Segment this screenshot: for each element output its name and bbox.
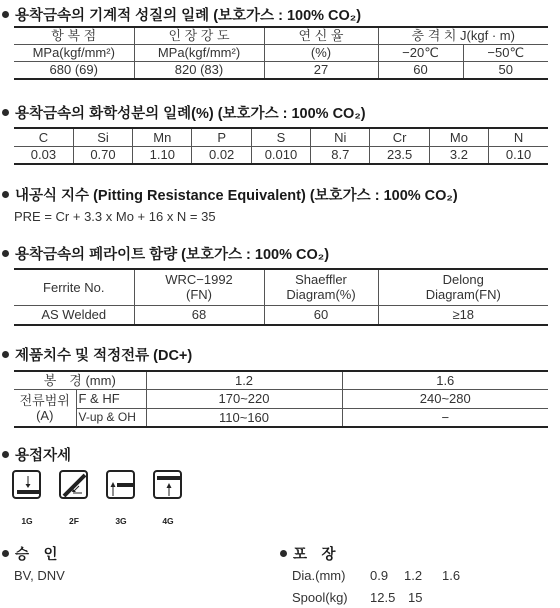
ferrite-table xyxy=(14,268,548,326)
chemical-table xyxy=(14,127,548,165)
packing-spool-value: 15 xyxy=(408,590,423,605)
bullet-icon xyxy=(2,11,9,18)
element-header: Mo xyxy=(429,128,488,146)
ferrite-title-text: 용착금속의 페라이트 함량 (보호가스 : 100% CO₂) xyxy=(15,247,330,263)
packing-spool-value: 12.5 xyxy=(370,590,396,605)
header-tensile: 인 장 강 도 xyxy=(134,27,264,44)
ferrite-header-wrc-a: WRC−1992 xyxy=(165,272,233,288)
table-cell: 110~160 xyxy=(146,408,342,427)
table-cell: 170~220 xyxy=(146,389,342,408)
ferrite-header-shaeffler xyxy=(264,269,378,305)
pitting-title xyxy=(2,184,458,205)
mechanical-title xyxy=(2,4,361,25)
bullet-icon xyxy=(2,550,9,557)
table-cell: 240~280 xyxy=(342,389,548,408)
range-label-a: 전류범위 xyxy=(19,392,70,408)
table-cell: 60 xyxy=(264,305,378,325)
table-cell: 27 xyxy=(264,61,378,79)
header-impact: 충 격 치 J(kgf · m) xyxy=(378,27,548,44)
dia-1: 1.2 xyxy=(146,371,342,389)
current-table xyxy=(14,370,548,428)
bullet-icon xyxy=(2,191,9,198)
dia-label: 봉 경 (mm) xyxy=(14,371,146,389)
table-cell: 1.10 xyxy=(133,146,192,164)
position-label: 2F xyxy=(69,516,79,526)
table-cell: 23.5 xyxy=(370,146,429,164)
packing-title-text: 포 장 xyxy=(293,547,336,563)
bullet-icon xyxy=(2,451,9,458)
packing-dia-value: 0.9 xyxy=(370,568,389,583)
ferrite-header-label: Ferrite No. xyxy=(14,269,134,305)
header-impact-t2: −50℃ xyxy=(463,44,548,61)
position-label: 1G xyxy=(21,516,33,526)
pos-vup: V-up & OH xyxy=(76,408,146,427)
header-elongation-unit: (%) xyxy=(264,44,378,61)
bullet-icon xyxy=(2,109,9,116)
table-cell: 68 xyxy=(134,305,264,325)
header-tensile-unit: MPa(kgf/mm²) xyxy=(134,44,264,61)
packing-dia-value: 1.6 xyxy=(442,568,461,583)
table-cell: 0.70 xyxy=(73,146,132,164)
table-cell: 0.10 xyxy=(489,146,548,164)
element-header: S xyxy=(251,128,310,146)
element-header: N xyxy=(489,128,548,146)
table-cell: 680 (69) xyxy=(14,61,134,79)
position-1g-icon xyxy=(12,470,41,499)
current-title-text: 제품치수 및 적정전류 (DC+) xyxy=(15,348,193,364)
table-cell: 50 xyxy=(463,61,548,79)
packing-dia-label: Dia.(mm) xyxy=(292,568,346,583)
position-3g-icon xyxy=(106,470,135,499)
table-cell: 0.010 xyxy=(251,146,310,164)
element-header: Cr xyxy=(370,128,429,146)
ferrite-header-shaeffler-b: Diagram(%) xyxy=(286,287,356,303)
ferrite-row-label: AS Welded xyxy=(14,305,134,325)
approval-value: BV, DNV xyxy=(14,568,65,583)
element-header: Ni xyxy=(311,128,370,146)
position-4g-icon xyxy=(153,470,182,499)
table-cell: 0.02 xyxy=(192,146,251,164)
table-cell: 3.2 xyxy=(429,146,488,164)
ferrite-title xyxy=(2,243,329,264)
dia-2: 1.6 xyxy=(342,371,548,389)
element-header: Si xyxy=(73,128,132,146)
bullet-icon xyxy=(280,550,287,557)
positions-title xyxy=(2,444,71,465)
ferrite-header-delong-a: Delong xyxy=(442,272,484,288)
ferrite-header-wrc-b: (FN) xyxy=(186,287,212,303)
chemical-title-text: 용착금속의 화학성분의 일례(%) (보호가스 : 100% CO₂) xyxy=(15,106,366,122)
header-elongation: 연 신 율 xyxy=(264,27,378,44)
packing-spool-label: Spool(kg) xyxy=(292,590,348,605)
element-header: C xyxy=(14,128,73,146)
bullet-icon xyxy=(2,250,9,257)
approval-title-text: 승 인 xyxy=(15,547,58,563)
range-label-b: (A) xyxy=(36,407,54,423)
element-header: P xyxy=(192,128,251,146)
table-cell: 60 xyxy=(378,61,463,79)
ferrite-header-delong xyxy=(378,269,548,305)
table-cell: 820 (83) xyxy=(134,61,264,79)
range-label xyxy=(14,389,76,427)
ferrite-header-wrc xyxy=(134,269,264,305)
chemical-title xyxy=(2,102,366,123)
packing-title xyxy=(280,543,336,564)
table-cell: − xyxy=(342,408,548,427)
bullet-icon xyxy=(2,351,9,358)
current-title xyxy=(2,344,192,365)
table-cell: 0.03 xyxy=(14,146,73,164)
header-impact-t1: −20℃ xyxy=(378,44,463,61)
positions-title-text: 용접자세 xyxy=(15,448,72,464)
element-header: Mn xyxy=(133,128,192,146)
pos-fhf: F & HF xyxy=(76,389,146,408)
ferrite-header-delong-b: Diagram(FN) xyxy=(425,287,501,303)
pitting-title-text: 내공식 지수 (Pitting Resistance Equivalent) (보호가스 : 100% CO₂) xyxy=(15,188,458,204)
position-label: 4G xyxy=(162,516,174,526)
approval-title xyxy=(2,543,58,564)
position-label: 3G xyxy=(115,516,127,526)
pre-formula: PRE = Cr + 3.3 x Mo + 16 x N = 35 xyxy=(14,209,216,224)
header-yield-unit: MPa(kgf/mm²) xyxy=(14,44,134,61)
position-2f-icon xyxy=(59,470,88,499)
mechanical-title-text: 용착금속의 기계적 성질의 일례 (보호가스 : 100% CO₂) xyxy=(15,8,362,24)
table-cell: ≥18 xyxy=(378,305,548,325)
mechanical-table xyxy=(14,26,548,80)
ferrite-header-shaeffler-a: Shaeffler xyxy=(295,272,347,288)
table-cell: 8.7 xyxy=(311,146,370,164)
header-yield: 항 복 점 xyxy=(14,27,134,44)
packing-dia-value: 1.2 xyxy=(404,568,423,583)
